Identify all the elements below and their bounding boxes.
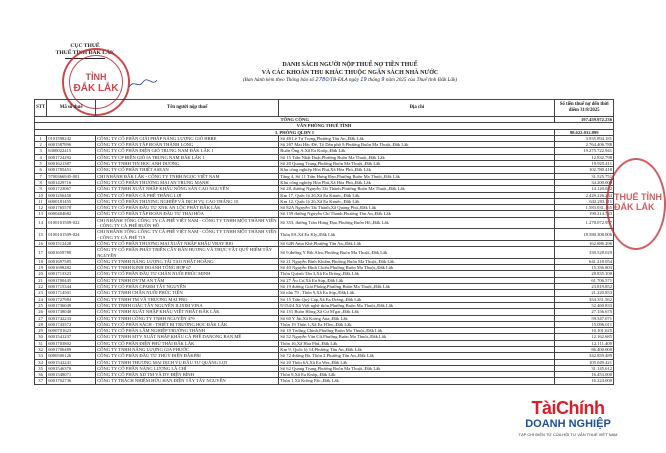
cell-mst: 6001742233 [47, 315, 96, 321]
cell-amount: 12.162.685 [555, 334, 614, 340]
cell-stt: 8 [35, 179, 47, 185]
col-header-stt: STT [35, 100, 47, 117]
cell-address: Số 82A Nguyễn Tất Thành,Xã Quảng Phú,,Đắk Lắk [279, 205, 555, 211]
cell-address: Km 12, Quốc lộ 26,Xã Ea Knuêc,,Đắk Lắk [279, 198, 555, 204]
cell-stt: 17 [35, 247, 47, 259]
cell-mst: 6001738048 [47, 309, 96, 315]
cell-address: Số 151 Buôn Hồng,Xã Cư M'gar,,Đắk Lắk [279, 309, 555, 315]
cell-amount: 86.400.000 [555, 346, 614, 352]
issuer-line-2: THUẾ TỈNH ĐẮK LẮK [55, 50, 115, 56]
cell-address: Số 48 Lê Tự Trọng,Phường Tân An,,Đắk Lắk [279, 135, 555, 141]
cell-stt: 11 [35, 198, 47, 204]
cell-stt: 27 [35, 315, 47, 321]
document-title [180, 62, 520, 85]
cell-amount: 19.275.722.941 [555, 148, 614, 154]
cell-name: CÔNG TY TNHH KINH DOANH TỔNG HỢP 67 [96, 265, 279, 271]
issuer-line-1: CỤC THUẾ [70, 43, 100, 49]
cell-mst: 6001703802 [47, 340, 96, 346]
title-ref-day: 19 [360, 77, 367, 84]
cell-mst: 6001727984 [47, 296, 96, 302]
cell-name: CÔNG TY CỔ PHẦN THƯƠNG MẠI XUẤT NHẬP KHẨU VBAY BIO [96, 240, 279, 246]
cell-address: Số 52 Nguyễn Văn Cừ,Phường Buôn Ma Thuột,,Đắk Lắk [279, 334, 555, 340]
cell-stt: 3 [35, 148, 47, 154]
cell-name: CÔNG TY TNHH THƯƠNG MẠI DỊCH VỤ ĐẦU TƯ QUẢNG LỢI [96, 359, 279, 365]
cell-stt: 37 [35, 378, 47, 384]
cell-name: CÔNG TY TNHH NĂNG LƯỢNG GIA PHƯỚC [96, 346, 279, 352]
cell-mst: 6001429716 [47, 179, 96, 185]
cell-address: 9/154/4 Xã Việt nghệ thôn,Phường Buôn Ma Thuột,,Đắk Lắk [279, 302, 555, 308]
col-header-name: Tên người nộp thuế [96, 100, 279, 117]
col-header-address: Địa chỉ [279, 100, 555, 117]
title-ref-pre: (Ban hành kèm theo Thông báo số [242, 77, 315, 84]
cell-name: CÔNG TY CỔ PHẦN TẬP ĐOÀN ĐẦU TƯ THAI HÒA [96, 211, 279, 217]
cell-stt: 24 [35, 296, 47, 302]
cell-amount: 52.460.833 [555, 302, 614, 308]
cell-stt: 21 [35, 277, 47, 283]
cell-mst: 6000701623 [47, 328, 96, 334]
cell-amount: 21.220.853 [555, 290, 614, 296]
title-ref-number: 2780 [315, 77, 329, 84]
total-value: 197.459.972.236 [555, 117, 614, 123]
cell-stt: 35 [35, 365, 47, 371]
cell-mst: 6300022415 [47, 148, 96, 154]
cell-stt: 18 [35, 258, 47, 264]
cell-stt: 36 [35, 372, 47, 378]
table-row [35, 378, 614, 384]
col-header-amount: Số tiền thuế nợ đến thời điểm 31/8/2025 [555, 100, 614, 117]
cell-address: Thôn Quỳnh Tân 3,Xã Ea Drông,,Đắk Lắk [279, 271, 555, 277]
cell-amount: 59.347.071 [555, 315, 614, 321]
signature-mark [128, 78, 158, 90]
cell-amount: 18.580.308.006 [555, 229, 614, 241]
cell-name: CÔNG TY CỔ PHẦN ĐẦU TƯ CHĂN NUÔI PHÚC MINH [96, 271, 279, 277]
cell-name: CÔNG TY CỔ PHẦN SÁCH - THIẾT BỊ TRƯỜNG HỌC ĐẮK LẮK [96, 321, 279, 327]
cell-stt: 16 [35, 240, 47, 246]
cell-name: CÔNG TY CỔ PHẦN CÀ PHÊ THẮNG LỢI [96, 192, 279, 198]
cell-stt: 30 [35, 334, 47, 340]
cell-address: Số 40 Nguyễn Đình Chiểu,Phường Buôn Ma Thuột,,Đắk Lắk [279, 265, 555, 271]
cell-address: Số 159 đường Nguyễn Chí Thanh,Phường Tân An,,Đắk Lắk [279, 211, 555, 217]
cell-amount: 3.935.894.181 [555, 135, 614, 141]
cell-stt: 34 [35, 359, 47, 365]
cell-amount: 1.583.031.165 [555, 205, 614, 211]
cell-amount: 105.049.421 [555, 359, 614, 365]
cell-mst: 6001621387 [47, 161, 96, 167]
cell-name: CÔNG TY TNHH DVTM AN TÂM [96, 277, 279, 283]
side-stamp-text: THUẾ TỈNH ĐẮK LẮK [614, 192, 662, 212]
cell-amount: 23.819.852 [555, 284, 614, 290]
stamp-word-1: TỈNH [85, 72, 107, 82]
cell-stt: 20 [35, 271, 47, 277]
cell-address: Số 19 đường Giải Phóng,Phường Buôn Ma Thuột,,Đắk Lắk [279, 284, 555, 290]
cell-address: Thôn 19 Thôn 1,Xã Ea H'leo,,Đắk Lắk [279, 321, 555, 327]
cell-stt: 12 [35, 205, 47, 211]
logo-line-3: TẠP CHÍ ĐIỆN TỬ CỦA HỘI TƯ VẤN THUẾ VIỆT NAM [518, 432, 618, 437]
cell-amount: 190.214.733 [555, 211, 614, 217]
cell-stt: 23 [35, 290, 47, 296]
cell-address: Tầng 4, Số 11 Trần Hưng Đạo,Phường Buôn Ma Thuột,,Đắk Lắk [279, 173, 555, 179]
cell-address: Số nhà 79 , Thôn 9,Xã Ea Súp,,Đắk Lắk [279, 290, 555, 296]
table-header-row [35, 100, 614, 117]
cell-mst: 6001702736 [47, 378, 96, 384]
cell-stt: 25 [35, 302, 47, 308]
cell-mst: 6001715344 [47, 284, 96, 290]
cell-mst: 6001548071 [47, 372, 96, 378]
cell-amount: 19.925.411 [555, 161, 614, 167]
cell-address: Số 15 Trần Quý Cáp,Xã Ea Drăng,,Đắk Lắk [279, 296, 555, 302]
cell-mst: 0101598242 [47, 135, 96, 141]
table-row [35, 247, 614, 259]
cell-address: Km 9, Quốc lộ 14,Phường Tân An,,Đắk Lắk [279, 346, 555, 352]
cell-mst: 6001697585 [47, 258, 96, 264]
cell-name: CHI NHÁNH ĐẮK LẮK - CÔNG TY TNHH NGỌC VIỆT NAM [96, 173, 279, 179]
cell-address: Thôn 16,Xã Hòa Phú,,Đắk Lắk [279, 340, 555, 346]
cell-name: CÔNG TY CP ĐIỆN GIÓ IA TRUNG NAM ĐẮK LẮK 1 [96, 154, 279, 160]
cell-name: CÔNG TY TNHH CÔNG TY TNHH NGUYÊN 479 [96, 315, 279, 321]
cell-address: Số 15 Trần Nhật Duật,Phường Buôn Ma Thuột,,Đắk Lắk [279, 154, 555, 160]
cell-amount: 2.429.226.234 [555, 192, 614, 198]
cell-amount: 642.203.111 [555, 198, 614, 204]
cell-stt: 19 [35, 265, 47, 271]
cell-amount: 31.525.751 [555, 173, 614, 179]
cell-address: Số 267 Mai Hắc Đế, Tổ Dân phố 9,Phường Buôn Ma Thuột,,Đắk Lắk [279, 142, 555, 148]
cell-amount: 16.453.000 [555, 372, 614, 378]
cell-address: Buôn Ông A,Xã Ea Knốp,,Đắk Lắk [279, 148, 555, 154]
cell-mst: 6001743572 [47, 321, 96, 327]
cell-mst: 6001705451 [47, 167, 96, 173]
cell-name: CÔNG TY CỔ PHẦN TẬP ĐOÀN THÀNH LONG [96, 142, 279, 148]
cell-amount: 27.156.675 [555, 309, 614, 315]
total-label: TỔNG CỘNG [35, 117, 555, 123]
cell-stt: 15 [35, 229, 47, 241]
cell-stt: 14 [35, 217, 47, 229]
cell-name: CÔNG TY TNHH GIÁC TÂY NGUYÊN ILIXIM VINA [96, 302, 279, 308]
cell-stt: 7 [35, 173, 47, 179]
cell-amount: 342.859.489 [555, 353, 614, 359]
cell-name: CÔNG TY CỔ PHẦN PHÁT TRIỂN CÂY ĐÀN HƯƠNG VÀ THỰC VẬT QUÝ HIẾM TÂY NGUYÊN [96, 247, 279, 259]
cell-name: CÔNG TY TNHH TIN HỌC ANH DƯƠNG [96, 161, 279, 167]
cell-name: CHI NHÁNH TỔNG CÔNG TY CÀ PHÊ VIỆT NAM - CÔNG TY TNHH MỘT THÀNH VIÊN - CÔNG TY CÀ PHÊ 719 [96, 229, 279, 241]
cell-stt: 5 [35, 161, 47, 167]
cell-amount: 2.764.406.788 [555, 142, 614, 148]
cell-mst: 6001724292 [47, 154, 96, 160]
cell-address: Số 62 Quang Trung,Phường Buôn Ma Thuột,,Đắk Lắk [279, 365, 555, 371]
cell-mst: 6001736049 [47, 302, 96, 308]
cell-address: Khu công nghiệp Hòa Phú,Xã Hòa Phú,,Đắk Lắk [279, 179, 555, 185]
cell-address: Số 353, đường Trần Hưng Đạo,Phường Buôn Hồ,,Đắk Lắk [279, 217, 555, 229]
cell-amount: 12.111.400 [555, 340, 614, 346]
cell-amount: 31.145.612 [555, 365, 614, 371]
col-header-mst: Mã số thuế [47, 100, 96, 117]
cell-address: Số 62B Ama Khê,Phường Tân An,,Đắk Lắk [279, 240, 555, 246]
cell-name: CÔNG TY CỔ PHẦN XD TM VÀ DV ĐIỆN BÌNH [96, 372, 279, 378]
cell-amount: 16.224.000 [555, 378, 614, 384]
cell-name: CÔNG TY CỔ PHẦN ĐẦU TƯ THỦY ĐIỆN ĐẮKPRI [96, 353, 279, 359]
cell-amount: 10.101.625 [555, 328, 614, 334]
cell-address: Số 9,đường Y Bih Aleo,Phường Buôn Ma Thuột,,Đắk Lắk [279, 247, 555, 259]
cell-mst: 6000500126 [47, 353, 96, 359]
cell-name: CÔNG TY TNHH XUẤT NHẬP KHẨU NÔNG SẢN CAO NGUYÊN [96, 186, 279, 192]
cell-address: Số 19 Trường Chinh,Phường Buôn Ma Thuột,,Đắk Lắk [279, 328, 555, 334]
cell-amount: 61.706.571 [555, 277, 614, 283]
cell-mst: 0100101509-022 [47, 217, 96, 229]
cell-stt: 6 [35, 167, 47, 173]
cell-name: CÔNG TY TNHH TM VÀ THƯƠNG MẠI PRO [96, 296, 279, 302]
cell-amount: 12.832.798 [555, 154, 614, 160]
cell-mst: 6001542241 [47, 359, 96, 365]
table-row [35, 217, 614, 229]
cell-stt: 33 [35, 353, 47, 359]
cell-mst: 5700366945-001 [47, 173, 96, 179]
cell-mst: 6001256450 [47, 192, 96, 198]
cell-mst: 6001587896 [47, 142, 96, 148]
cell-amount: 1.278.072.957 [555, 217, 614, 229]
cell-address: Số 72 đường Bà, Thôn 2,Phường Tân An,,Đắk Lắk [279, 353, 555, 359]
side-stamp [606, 158, 666, 250]
cell-mst: 6001541237 [47, 334, 96, 340]
cell-mst: 6001714501 [47, 290, 96, 296]
cell-amount: 15.356.803 [555, 265, 614, 271]
cell-amount: 34.200.000 [555, 179, 614, 185]
title-ref-month-pre: tháng [368, 77, 380, 84]
cell-name: CÔNG TY CỔ PHẦN LÂM NGHIỆP TRƯỜNG THÀNH [96, 328, 279, 334]
cell-amount: 15.096.011 [555, 321, 614, 327]
table-row [35, 229, 614, 241]
cell-stt: 26 [35, 309, 47, 315]
cell-amount: 641.218.054 [555, 258, 614, 264]
section-name: VĂN PHÒNG THUẾ TỈNH [35, 123, 614, 129]
cell-name: CÔNG TY TNHH MTV XUẤT NHẬP KHẨU CÀ PHÊ DANONG BAN MÊ [96, 334, 279, 340]
cell-mst: 0100101509-024 [47, 229, 96, 241]
title-line-2: VÀ CÁC KHOẢN THU KHÁC THUỘC NGÂN SÁCH NHÀ NƯỚC [261, 69, 439, 76]
cell-stt: 10 [35, 192, 47, 198]
cell-stt: 2 [35, 142, 47, 148]
cell-amount: 162.886.296 [555, 240, 614, 246]
cell-address: Khu công nghiệp Hòa Phú,Xã Hòa Phú,,Đắk Lắk [279, 167, 555, 173]
debtor-table [34, 99, 614, 385]
cell-stt: 32 [35, 346, 47, 352]
cell-name: CÔNG TY CỔ PHẦN NĂNG LƯỢNG LÀ CHÍ [96, 365, 279, 371]
cell-address: Số 20 Quang Trung,Phường Buôn Ma Thuột,,Đắk Lắk [279, 161, 555, 167]
cell-address: Số 27 Âu Cơ,Xã Ea Súp,,Đắk Lắk [279, 277, 555, 283]
cell-name: CÔNG TY TNHH NĂNG LƯỢNG TÁI TẠO NHẬT HOÀNG [96, 258, 279, 264]
cell-mst: 6001713323 [47, 271, 96, 277]
cell-mst: 6000404682 [47, 211, 96, 217]
cell-amount: 28.835.100 [555, 271, 614, 277]
cell-mst: 6001546370 [47, 365, 96, 371]
cell-stt: 31 [35, 340, 47, 346]
cell-amount: 102.780.418 [555, 167, 614, 173]
cell-mst: 6001765570 [47, 205, 96, 211]
cell-address: Thôn 1,Xã Krông Pắc,,Đắk Lắk [279, 378, 555, 384]
subsection-value: 98.622.032.899 [555, 129, 614, 135]
cell-name: CÔNG TY CỔ PHẦN CPARM TÂY NGUYÊN [96, 284, 279, 290]
cell-mst: 6001706489 [47, 346, 96, 352]
subsection-name: I. PHÒNG QLDN 1 [35, 129, 555, 135]
cell-mst: 6001700445 [47, 277, 96, 283]
cell-stt: 29 [35, 328, 47, 334]
cell-amount: 339.528.029 [555, 247, 614, 259]
cell-stt: 1 [35, 135, 47, 141]
cell-address: Số 21 Nguyễn Bỉnh Khiêm,Phường Buôn Ma Thuột,,Đắk Lắk [279, 258, 555, 264]
cell-stt: 4 [35, 154, 47, 160]
cell-name: CÔNG TY CỔ PHẦN THƯƠNG NGHIỆP VÀ DỊCH VỤ CAO THÁNG 10 [96, 198, 279, 204]
cell-stt: 22 [35, 284, 47, 290]
title-line-1: DANH SÁCH NGƯỜI NỘP THUẾ NỢ TIỀN THUẾ [282, 62, 418, 68]
cell-name: CÔNG TY CỔ PHẦN GIẢI PHÁP NĂNG LƯỢNG GIÓ HBRE [96, 135, 279, 141]
cell-name: CÔNG TY CỔ PHẦN ĐIỆN GIÓ TRUNG NAM ĐẮK LẮK 1 [96, 148, 279, 154]
cell-address: Số 28, đường Nguyễn Tất Thành,Phường Buôn Ma Thuột,,Đắk Lắk [279, 186, 555, 192]
cell-mst: 6001659780 [47, 247, 96, 259]
cell-stt: 28 [35, 321, 47, 327]
title-ref-month: 9 [381, 77, 385, 84]
cell-name: CÔNG TY CỔ PHẦN ĐẦU TƯ XNK AN LỘC PHÁT ĐẮK LẮK [96, 205, 279, 211]
cell-address: Thôn 9,Xã Ea Knốp,,Đắk Lắk [279, 372, 555, 378]
cell-stt: 9 [35, 186, 47, 192]
title-line-3 [180, 77, 520, 85]
cell-name: CÔNG TY TRÁCH NHIỆM HỮU HẠN ĐIỆN TÂY TÂY NGUYÊN [96, 378, 279, 384]
cell-mst: 6001698282 [47, 265, 96, 271]
logo-line-1: TàiChính [531, 398, 605, 418]
cell-name: CHI NHÁNH TỔNG CÔNG TY CÀ PHÊ VIỆT NAM - CÔNG TY TNHH MỘT THÀNH VIÊN - CÔNG TY CÀ PHÊ BUÔN HỒ [96, 217, 279, 229]
logo-line-2: DOANH NGHIỆP [525, 418, 611, 430]
cell-address: Thôn 8A,Xã Ea Kly,,Đắk Lắk [279, 229, 555, 241]
cell-name: CÔNG TY TNHH CHẬN NUÔI PHÚC TIẾN [96, 290, 279, 296]
publisher-logo [502, 396, 634, 442]
cell-name: CÔNG TY CỔ PHẦN THƯƠNG MẠI AN TRUNG MẠNH [96, 179, 279, 185]
cell-mst: 6001512428 [47, 240, 96, 246]
cell-mst: 6000181455 [47, 198, 96, 204]
cell-stt: 13 [35, 211, 47, 217]
title-ref-post: năm 2025 của Thuế tỉnh Đắk Lắk) [385, 77, 458, 84]
cell-address: Km 17, Quốc lộ 26,Xã Ea Knuêc,,Đắk Lắk [279, 192, 555, 198]
cell-address: Số 60 Y Jút,Xã Krông Ana,,Đắk Lắk [279, 315, 555, 321]
stamp-word-2: ĐẮK LẮK [73, 83, 119, 94]
cell-name: CÔNG TY CỔ PHẦN THIẾT ASEAN [96, 167, 279, 173]
title-ref-mid: /TB-ĐLA ngày [328, 77, 359, 84]
cell-name: CÔNG TY CỔ PHẦN ĐIỆN PHÚ THÁI ĐẮK LẮK [96, 340, 279, 346]
cell-amount: 354.351.562 [555, 296, 614, 302]
cell-name: CÔNG TY TNHH XUẤT NHẬP KHẨU VIỆT NHẬT ĐẮK LẮK [96, 309, 279, 315]
cell-address: Số 20 Thôn 6A,Xã Ea Wer,,Đắk Lắk [279, 359, 555, 365]
cell-mst: 6001723067 [47, 186, 96, 192]
cell-amount: 14.120.022 [555, 186, 614, 192]
